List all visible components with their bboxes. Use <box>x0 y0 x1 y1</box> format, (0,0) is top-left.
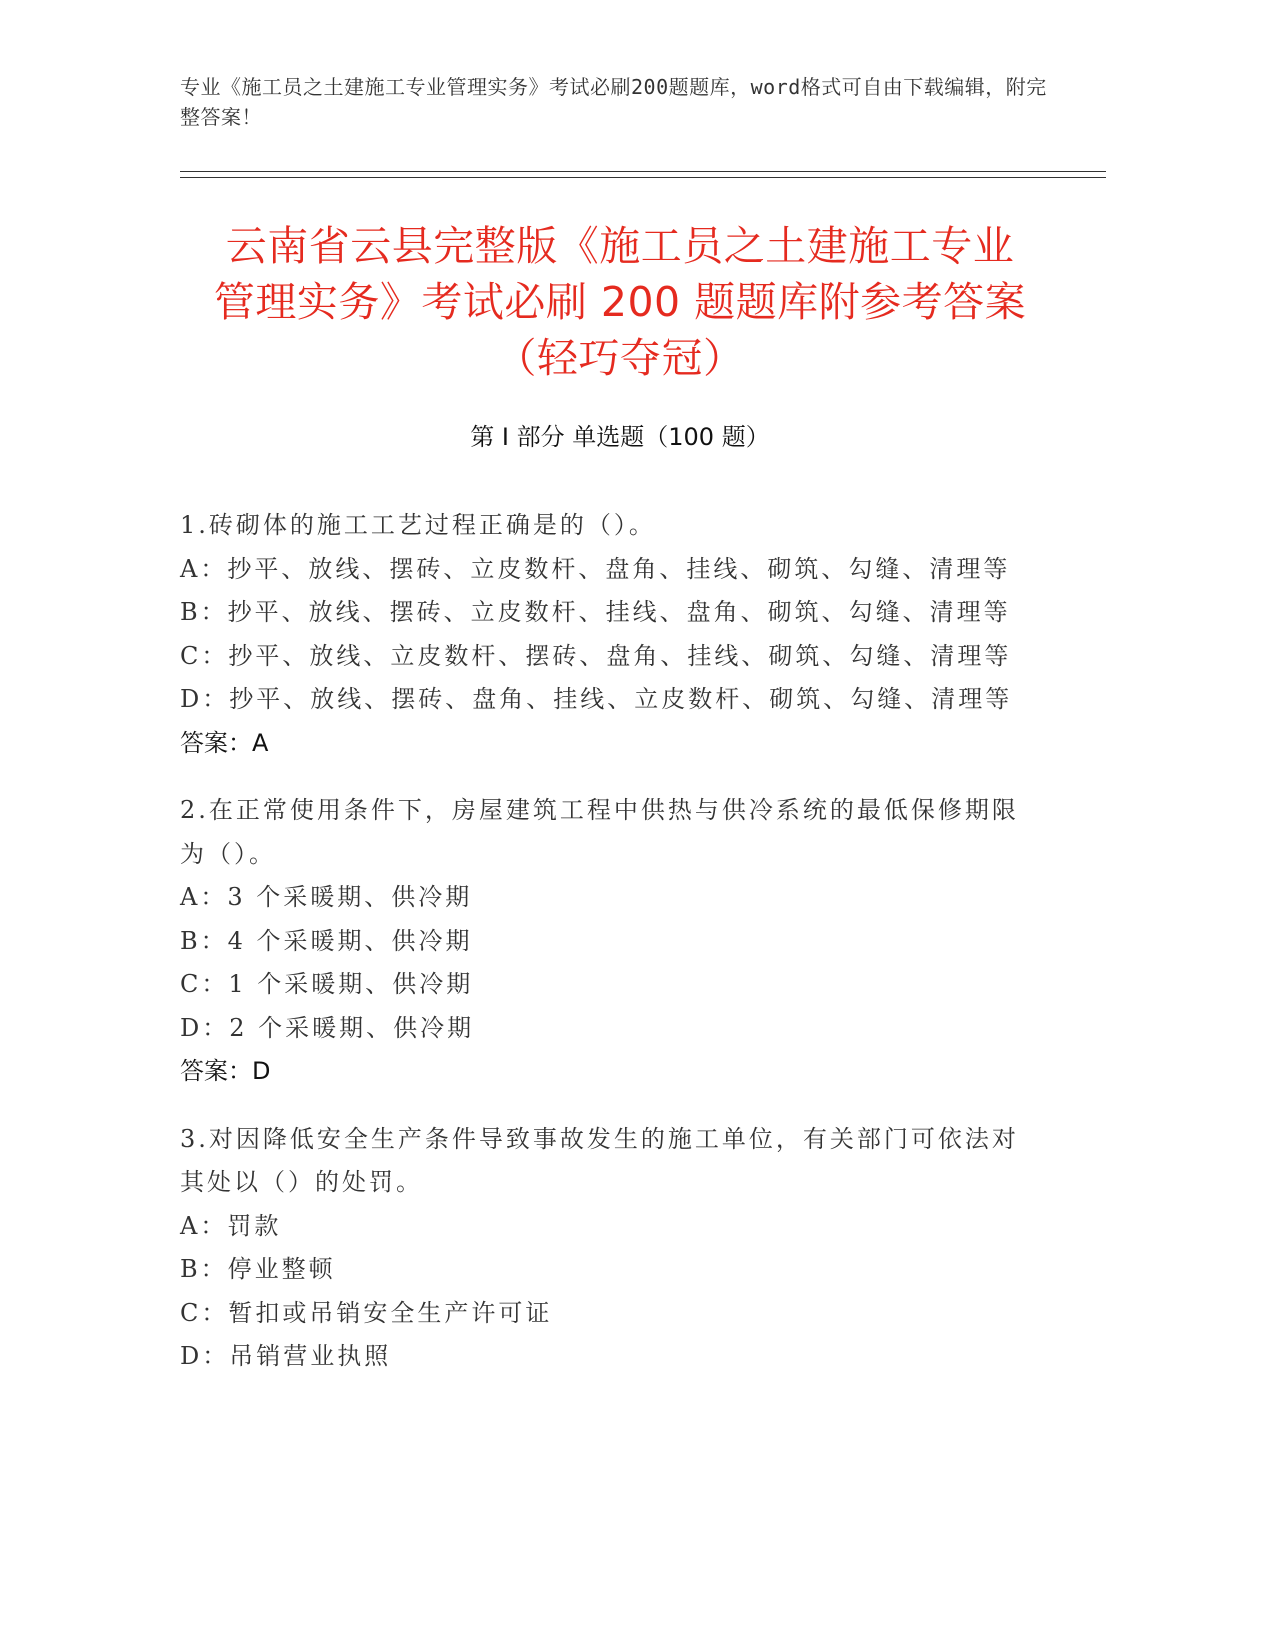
option-d: D：吊销营业执照 <box>180 1342 392 1370</box>
option-c: C：抄平、放线、立皮数杆、摆砖、盘角、挂线、砌筑、勾缝、清理等 <box>180 641 1012 670</box>
answer: 答案：D <box>180 1057 271 1085</box>
question-stem: 3.对因降低安全生产条件导致事故发生的施工单位，有关部门可依法对其处以（）的处罚。 <box>180 1124 1019 1196</box>
header-divider-top <box>180 171 1106 172</box>
option-d: D：2 个采暖期、供冷期 <box>180 1013 475 1042</box>
question-stem: 2.在正常使用条件下，房屋建筑工程中供热与供冷系统的最低保修期限为（）。 <box>180 796 1019 868</box>
option-a: A：3 个采暖期、供冷期 <box>180 883 473 911</box>
option-a: A：抄平、放线、摆砖、立皮数杆、盘角、挂线、砌筑、勾缝、清理等 <box>180 554 1011 583</box>
document-title-line-1: 云南省云县完整版《施工员之土建施工专业 <box>225 222 1015 270</box>
question-2 <box>180 789 1040 1094</box>
question-stem: 1.砖砌体的施工工艺过程正确是的（）。 <box>180 511 656 539</box>
header-note: 专业《施工员之土建施工专业管理实务》考试必刷200题题库，word格式可自由下载编辑，附完整答案！ <box>180 75 1047 129</box>
question-1 <box>180 504 1040 765</box>
section-title: 第 I 部分 单选题（100 题） <box>470 423 770 451</box>
option-b: B：抄平、放线、摆砖、立皮数杆、挂线、盘角、砌筑、勾缝、清理等 <box>180 598 1011 626</box>
header-divider-bottom <box>180 177 1106 178</box>
document-title <box>180 218 1060 386</box>
question-3 <box>180 1118 1040 1379</box>
option-d: D：抄平、放线、摆砖、盘角、挂线、立皮数杆、砌筑、勾缝、清理等 <box>180 685 1013 713</box>
question-list <box>180 504 1040 1403</box>
option-b: B：停业整顿 <box>180 1255 336 1283</box>
option-c: C：暂扣或吊销安全生产许可证 <box>180 1298 553 1327</box>
document-title-line-2: 管理实务》考试必刷 200 题题库附参考答案 <box>213 278 1027 326</box>
option-a: A：罚款 <box>180 1211 282 1240</box>
option-b: B：4 个采暖期、供冷期 <box>180 926 473 955</box>
answer: 答案：A <box>180 728 269 757</box>
document-title-line-3: （轻巧夺冠） <box>495 334 745 382</box>
option-c: C：1 个采暖期、供冷期 <box>180 970 474 998</box>
